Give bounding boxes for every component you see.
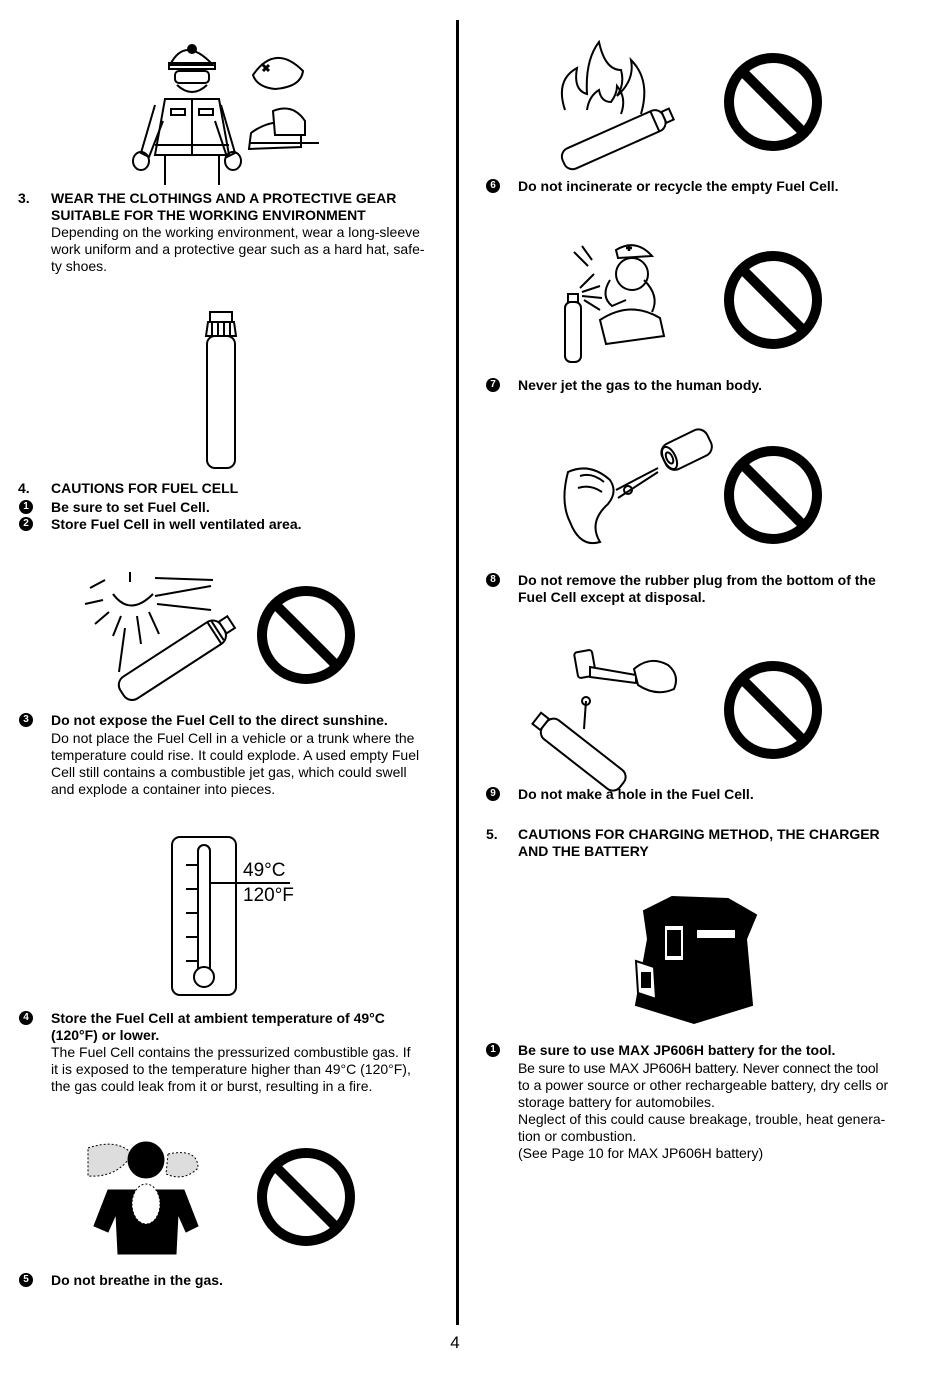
- item4-title-line1: Store the Fuel Cell at ambient temperature of 49°C: [51, 1010, 385, 1026]
- item2-marker: 2: [19, 517, 33, 531]
- battery-item-body-line4: Neglect of this could cause breakage, trouble, heat genera-: [518, 1111, 886, 1127]
- item2-title: Store Fuel Cell in well ventilated area.: [51, 516, 302, 532]
- item3-title: Do not expose the Fuel Cell to the direct sunshine.: [51, 712, 388, 728]
- section3-number: 3.: [18, 190, 30, 206]
- thermometer-fahrenheit: 120°F: [243, 885, 294, 906]
- item5-marker: 5: [19, 1273, 33, 1287]
- hammer-nail-icon: [550, 645, 685, 777]
- item9-marker: 9: [486, 787, 500, 801]
- fuel-cell-icon: [200, 310, 250, 472]
- item1-marker: 1: [19, 500, 33, 514]
- spray-person-icon: [560, 240, 670, 365]
- battery-item-body-line6: (See Page 10 for MAX JP606H battery): [518, 1145, 764, 1161]
- section3-heading-line1: WEAR THE CLOTHINGS AND A PROTECTIVE GEAR: [51, 190, 397, 206]
- section5-number: 5.: [486, 826, 498, 842]
- section3-body-line2: work uniform and a protective gear such as a hard hat, safe-: [51, 241, 425, 257]
- pliers-icon: [560, 432, 700, 554]
- item6-marker: 6: [486, 179, 500, 193]
- prohibition-icon: [256, 1147, 356, 1247]
- battery-icon: [628, 895, 764, 1025]
- item8-marker: 8: [486, 573, 500, 587]
- column-divider: [456, 20, 459, 1325]
- prohibition-icon: [723, 52, 823, 152]
- section4-heading: CAUTIONS FOR FUEL CELL: [51, 480, 239, 496]
- battery-item-body-line2: to a power source or other rechargeable battery, dry cells or: [518, 1077, 889, 1093]
- item6-title: Do not incinerate or recycle the empty Fuel Cell.: [518, 178, 839, 194]
- battery-item-marker: 1: [486, 1043, 500, 1057]
- section4-number: 4.: [18, 480, 30, 496]
- battery-item-body-line3: storage battery for automobiles.: [518, 1094, 715, 1110]
- item3-body-line3: Cell still contains a combustible jet gas, which could swell: [51, 764, 407, 780]
- worker-gear-icon: [125, 35, 325, 185]
- item7-title: Never jet the gas to the human body.: [518, 377, 763, 393]
- item8-title-line2: Fuel Cell except at disposal.: [518, 589, 706, 605]
- item3-body-line2: temperature could rise. It could explode. A used empty Fuel: [51, 747, 420, 763]
- item3-body-line1: Do not place the Fuel Cell in a vehicle or a trunk where the: [51, 730, 415, 746]
- gas-inhale-icon: [88, 1138, 198, 1254]
- item4-body-line3: the gas could leak from it or burst, resulting in a fire.: [51, 1078, 373, 1094]
- thermometer-icon: [170, 835, 240, 997]
- prohibition-icon: [723, 660, 823, 760]
- item5-title: Do not breathe in the gas.: [51, 1272, 223, 1288]
- prohibition-icon: [256, 585, 356, 685]
- item1-title: Be sure to set Fuel Cell.: [51, 499, 210, 515]
- item3-body-line4: and explode a container into pieces.: [51, 781, 276, 797]
- item4-body-line2: it is exposed to the temperature higher than 49°C (120°F),: [51, 1061, 411, 1077]
- section3-heading-line2: SUITABLE FOR THE WORKING ENVIRONMENT: [51, 207, 366, 223]
- sun-icon: [85, 572, 245, 702]
- item3-marker: 3: [19, 713, 33, 727]
- prohibition-icon: [723, 250, 823, 350]
- item8-title-line1: Do not remove the rubber plug from the bottom of the: [518, 572, 876, 588]
- battery-item-body-line5: tion or combustion.: [518, 1128, 637, 1144]
- item4-title-line2: (120°F) or lower.: [51, 1027, 160, 1043]
- page-number: 4: [450, 1333, 460, 1352]
- section3-body-line1: Depending on the working environment, wear a long-sleeve: [51, 224, 420, 240]
- item4-body-line1: The Fuel Cell contains the pressurized combustible gas. If: [51, 1044, 411, 1060]
- thermometer-celsius: 49°C: [243, 860, 286, 881]
- item7-marker: 7: [486, 378, 500, 392]
- prohibition-icon: [723, 445, 823, 545]
- item9-title: Do not make a hole in the Fuel Cell.: [518, 786, 754, 802]
- section5-heading-line1: CAUTIONS FOR CHARGING METHOD, THE CHARGER: [518, 826, 880, 842]
- battery-item-body-line1: Be sure to use MAX JP606H battery. Never connect the tool: [518, 1060, 879, 1076]
- fire-icon: [555, 40, 675, 165]
- item4-marker: 4: [19, 1011, 33, 1025]
- battery-item-title: Be sure to use MAX JP606H battery for the tool.: [518, 1042, 836, 1058]
- thermometer-label-rule: [240, 882, 290, 884]
- section5-heading-line2: AND THE BATTERY: [518, 843, 649, 859]
- section3-body-line3: ty shoes.: [51, 258, 108, 274]
